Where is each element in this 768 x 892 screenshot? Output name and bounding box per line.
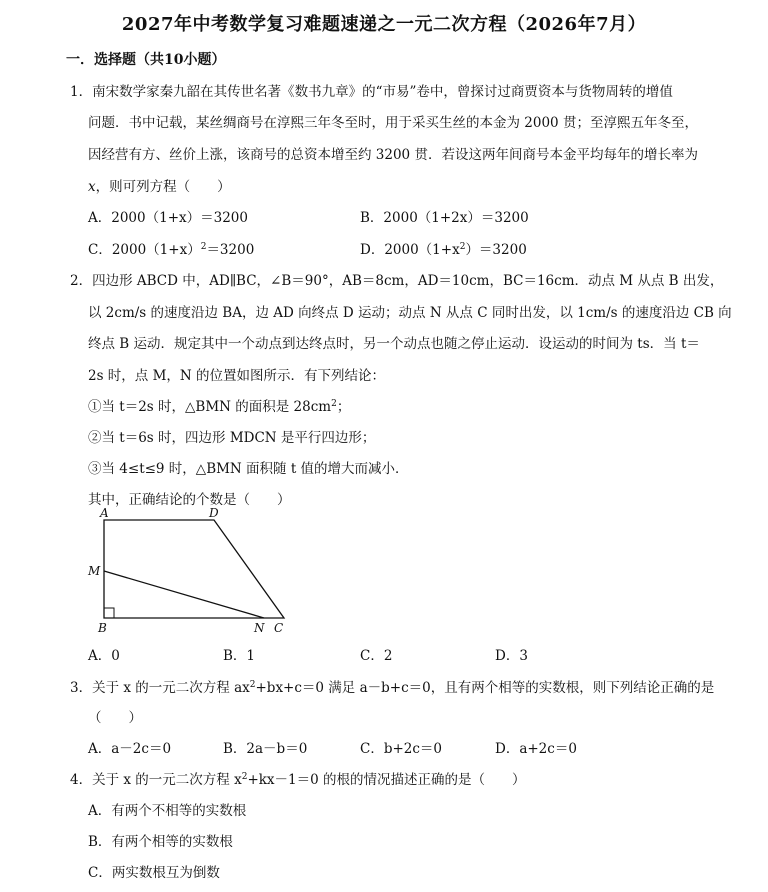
- q2-c1-pre: ①当 t＝2s 时，△BMN 的面积是 28cm: [88, 399, 332, 415]
- q1-line-3: 因经营有方、丝价上涨，该商号的总资本增至约 3200 贯．若设这两年间商号本金平均每年的增长率为: [88, 147, 698, 163]
- q3-l1-post: +bx+c＝0 满足 a－b+c＝0，且有两个相等的实数根，则下列结论正确的是: [255, 680, 715, 696]
- q1-option-b[interactable]: B．2000（1+2x）＝3200: [360, 210, 529, 226]
- q1-line-4: [88, 175, 231, 195]
- q1-option-c[interactable]: [88, 238, 254, 258]
- q2-line-1: 2．四边形 ABCD 中，AD∥BC，∠B＝90°，AB＝8cm，AD＝10cm，BC＝16cm．动点 M 从点 B 出发，: [70, 273, 724, 289]
- q2-line-2: 以 2cm/s 的速度沿边 BA，边 AD 向终点 D 运动；动点 N 从点 C 同时出发，以 1cm/s 的速度沿边 CB 向: [88, 305, 732, 321]
- quadrilateral-figure: [84, 508, 294, 636]
- q3-option-b[interactable]: B．2a－b＝0: [223, 741, 308, 757]
- q1-line-1: 1．南宋数学家秦九韶在其传世名著《数书九章》的“市易”卷中，曾探讨过商贾资本与货物周转的增值: [70, 84, 673, 100]
- q1-option-a[interactable]: A．2000（1+x）＝3200: [88, 210, 248, 226]
- q2-line-3: 终点 B 运动．规定其中一个动点到达终点时，另一个动点也随之停止运动．设运动的时间为 ts．当 t＝: [88, 336, 700, 352]
- q1-option-c-post: ＝3200: [206, 242, 255, 258]
- q4-option-b[interactable]: B．有两个相等的实数根: [88, 834, 233, 850]
- q1-option-c-pre: C．2000（1+x）: [88, 242, 201, 258]
- q3-line-1: [70, 676, 714, 696]
- segment-mn: [104, 571, 264, 618]
- q2-option-b[interactable]: B．1: [223, 648, 256, 664]
- q2-option-d[interactable]: D．3: [495, 648, 528, 664]
- q2-option-a[interactable]: A．0: [88, 648, 120, 664]
- q2-c1-sup: 2: [331, 399, 337, 409]
- q2-line-4: 2s 时，点 M，N 的位置如图所示．有下列结论：: [88, 368, 386, 384]
- q2-question: 其中，正确结论的个数是（ ）: [88, 492, 291, 508]
- q1-line-2: 问题．书中记载，某丝绸商号在淳熙三年冬至时，用于采买生丝的本金为 2000 贯；至淳熙五年冬至，: [88, 115, 698, 131]
- q1-option-d-sup: 2: [459, 242, 466, 252]
- q2-conclusion-2: ②当 t＝6s 时，四边形 MDCN 是平行四边形；: [88, 430, 376, 446]
- label-n: N: [254, 621, 265, 635]
- q3-option-a[interactable]: A．a－2c＝0: [88, 741, 172, 757]
- q4-l1-sup: 2: [241, 772, 248, 782]
- right-angle-mark: [104, 608, 114, 618]
- q4-l1-post: +kx－1＝0 的根的情况描述正确的是（ ）: [247, 772, 526, 788]
- q3-option-c[interactable]: C．b+2c＝0: [360, 741, 443, 757]
- document-title: 2027年中考数学复习难题速递之一元二次方程（2026年7月）: [121, 14, 647, 35]
- q3-l1-sup: 2: [249, 680, 256, 690]
- label-c: C: [274, 621, 284, 635]
- q4-line-1: [70, 768, 526, 788]
- q3-line-2: （ ）: [88, 710, 142, 726]
- label-a: A: [100, 508, 109, 520]
- q1-option-c-sup: 2: [200, 242, 207, 252]
- q4-option-c[interactable]: C．两实数根互为倒数: [88, 865, 220, 881]
- q1-option-d-pre: D．2000（1+x: [360, 242, 460, 258]
- q4-l1-pre: 4．关于 x 的一元二次方程 x: [70, 772, 242, 788]
- q1-option-d[interactable]: [360, 238, 527, 258]
- section-title: 一．选择题（共10小题）: [66, 52, 226, 68]
- q1-line-4-text: ，则可列方程（ ）: [95, 179, 231, 195]
- quadrilateral-abcd: [104, 520, 284, 618]
- label-d: D: [209, 508, 219, 520]
- q2-option-c[interactable]: C．2: [360, 648, 393, 664]
- q3-l1-pre: 3．关于 x 的一元二次方程 ax: [70, 680, 250, 696]
- q1-option-d-post: ）＝3200: [465, 242, 527, 258]
- label-m: M: [88, 564, 101, 578]
- q2-conclusion-1: [88, 395, 350, 415]
- q1-variable: x: [88, 179, 96, 195]
- q4-option-a[interactable]: A．有两个不相等的实数根: [88, 803, 247, 819]
- label-b: B: [98, 621, 107, 635]
- q2-c1-post: ；: [336, 399, 351, 415]
- q2-conclusion-3: ③当 4≤t≤9 时，△BMN 面积随 t 值的增大而减小．: [88, 461, 409, 477]
- q3-option-d[interactable]: D．a+2c＝0: [495, 741, 577, 757]
